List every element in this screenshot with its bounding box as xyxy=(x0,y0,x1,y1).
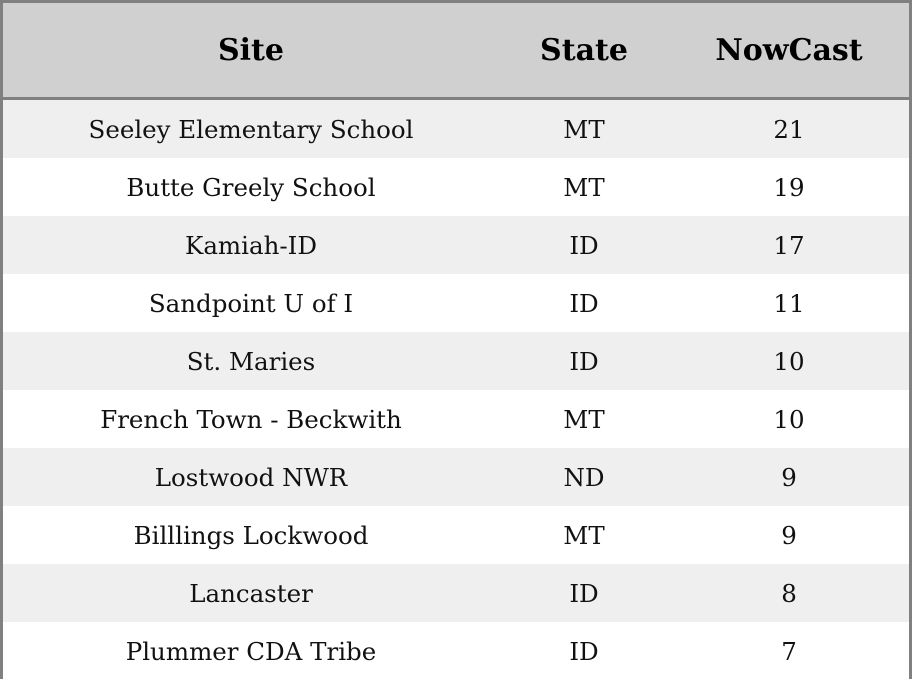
cell-site: Kamiah-ID xyxy=(3,216,499,274)
table-header xyxy=(3,3,909,99)
table-row xyxy=(3,332,909,390)
column-header-state: State xyxy=(499,3,669,99)
cell-site: Billlings Lockwood xyxy=(3,506,499,564)
cell-nowcast: 19 xyxy=(669,158,909,216)
cell-nowcast: 11 xyxy=(669,274,909,332)
cell-nowcast: 7 xyxy=(669,622,909,680)
cell-state: ID xyxy=(499,622,669,680)
column-header-nowcast: NowCast xyxy=(669,3,909,99)
cell-nowcast: 10 xyxy=(669,390,909,448)
cell-state: MT xyxy=(499,158,669,216)
cell-site: Sandpoint U of I xyxy=(3,274,499,332)
cell-state: MT xyxy=(499,99,669,159)
nowcast-table xyxy=(3,3,909,680)
table-row xyxy=(3,564,909,622)
cell-site: St. Maries xyxy=(3,332,499,390)
cell-state: MT xyxy=(499,390,669,448)
cell-site: Lostwood NWR xyxy=(3,448,499,506)
cell-site: Seeley Elementary School xyxy=(3,99,499,159)
table-row xyxy=(3,216,909,274)
cell-nowcast: 9 xyxy=(669,506,909,564)
table-row xyxy=(3,158,909,216)
cell-state: MT xyxy=(499,506,669,564)
table-row xyxy=(3,274,909,332)
cell-site: Butte Greely School xyxy=(3,158,499,216)
cell-state: ID xyxy=(499,564,669,622)
cell-site: Plummer CDA Tribe xyxy=(3,622,499,680)
cell-nowcast: 10 xyxy=(669,332,909,390)
cell-state: ID xyxy=(499,216,669,274)
table-body xyxy=(3,99,909,680)
cell-site: Lancaster xyxy=(3,564,499,622)
cell-site: French Town - Beckwith xyxy=(3,390,499,448)
cell-nowcast: 17 xyxy=(669,216,909,274)
cell-nowcast: 9 xyxy=(669,448,909,506)
table-row xyxy=(3,622,909,680)
table-row xyxy=(3,99,909,159)
cell-nowcast: 21 xyxy=(669,99,909,159)
cell-state: ND xyxy=(499,448,669,506)
column-header-site: Site xyxy=(3,3,499,99)
table-row xyxy=(3,390,909,448)
table-row xyxy=(3,506,909,564)
cell-state: ID xyxy=(499,274,669,332)
cell-state: ID xyxy=(499,332,669,390)
header-row xyxy=(3,3,909,99)
table-row xyxy=(3,448,909,506)
cell-nowcast: 8 xyxy=(669,564,909,622)
